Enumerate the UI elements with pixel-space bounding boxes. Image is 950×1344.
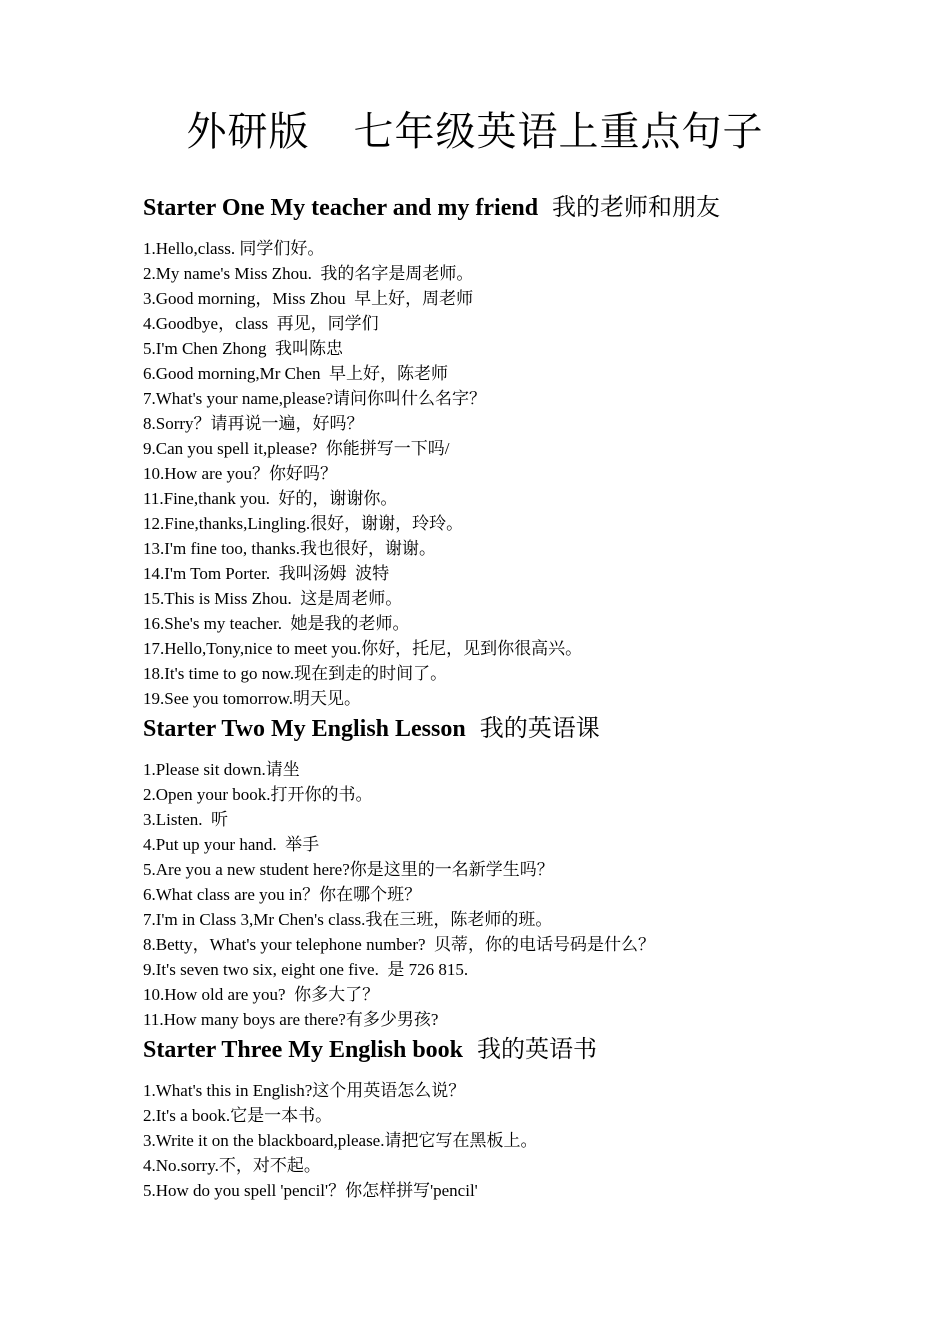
sentence-list bbox=[143, 1078, 923, 1203]
sentence-item: 7.I'm in Class 3,Mr Chen's class.我在三班，陈老师的班。 bbox=[143, 910, 553, 929]
sentence-item: 9.Can you spell it,please? 你能拼写一下吗/ bbox=[143, 439, 450, 458]
section-starter-three bbox=[143, 1032, 923, 1203]
sentence-item: 12.Fine,thanks,Lingling.很好，谢谢，玲玲。 bbox=[143, 514, 464, 533]
section-heading-english: Starter One My teacher and my friend bbox=[143, 195, 539, 221]
sentence-item: 14.I'm Tom Porter. 我叫汤姆 波特 bbox=[143, 564, 390, 583]
sentence-item: 1.Hello,class. 同学们好。 bbox=[143, 239, 325, 258]
sentence-item: 13.I'm fine too, thanks.我也很好，谢谢。 bbox=[143, 539, 436, 558]
section-heading-chinese: 我的英语课 bbox=[479, 716, 600, 742]
sentence-item: 4.No.sorry.不，对不起。 bbox=[143, 1156, 321, 1175]
sentence-item: 4.Put up your hand. 举手 bbox=[143, 835, 320, 854]
sentence-item: 4.Goodbye，class 再见，同学们 bbox=[143, 314, 379, 333]
sentence-item: 7.What's your name,please?请问你叫什么名字？ bbox=[143, 389, 486, 408]
sentence-item: 10.How are you？你好吗？ bbox=[143, 464, 338, 483]
sentence-item: 6.Good morning,Mr Chen 早上好，陈老师 bbox=[143, 364, 449, 383]
sentence-item: 17.Hello,Tony,nice to meet you.你好，托尼，见到你很高兴。 bbox=[143, 639, 583, 658]
document-body bbox=[143, 190, 923, 1203]
sentence-item: 10.How old are you? 你多大了？ bbox=[143, 985, 380, 1004]
sentence-item: 2.My name's Miss Zhou. 我的名字是周老师。 bbox=[143, 264, 474, 283]
section-starter-two bbox=[143, 711, 923, 1032]
section-heading-english: Starter Three My English book bbox=[143, 1037, 464, 1063]
sentence-item: 1.Please sit down.请坐 bbox=[143, 760, 300, 779]
section-heading-english: Starter Two My English Lesson bbox=[143, 716, 466, 742]
sentence-item: 8.Sorry？请再说一遍，好吗？ bbox=[143, 414, 364, 433]
section-heading-chinese: 我的英语书 bbox=[477, 1037, 598, 1063]
sentence-item: 1.What's this in English?这个用英语怎么说？ bbox=[143, 1081, 466, 1100]
sentence-item: 3.Listen. 听 bbox=[143, 810, 228, 829]
sentence-item: 15.This is Miss Zhou. 这是周老师。 bbox=[143, 589, 403, 608]
sentence-item: 5.How do you spell 'pencil'？你怎样拼写'pencil' bbox=[143, 1181, 478, 1200]
section-heading bbox=[143, 190, 923, 226]
section-starter-one bbox=[143, 190, 923, 711]
document-title: 外研版 七年级英语上重点句子 bbox=[186, 109, 764, 154]
sentence-item: 2.It's a book.它是一本书。 bbox=[143, 1106, 333, 1125]
section-heading bbox=[143, 1032, 923, 1068]
sentence-item: 5.I'm Chen Zhong 我叫陈忠 bbox=[143, 339, 343, 358]
sentence-item: 5.Are you a new student here?你是这里的一名新学生吗？ bbox=[143, 860, 554, 879]
sentence-item: 18.It's time to go now.现在到走的时间了。 bbox=[143, 664, 448, 683]
sentence-item: 6.What class are you in？你在哪个班？ bbox=[143, 885, 422, 904]
section-heading bbox=[143, 711, 923, 747]
section-heading-chinese: 我的老师和朋友 bbox=[552, 195, 721, 221]
sentence-item: 11.Fine,thank you. 好的，谢谢你。 bbox=[143, 489, 398, 508]
sentence-item: 8.Betty，What's your telephone number? 贝蒂，你的电话号码是什么？ bbox=[143, 935, 656, 954]
sentence-item: 11.How many boys are there?有多少男孩? bbox=[143, 1010, 439, 1029]
sentence-list bbox=[143, 757, 923, 1032]
sentence-item: 3.Good morning，Miss Zhou 早上好，周老师 bbox=[143, 289, 474, 308]
sentence-item: 2.Open your book.打开你的书。 bbox=[143, 785, 373, 804]
sentence-item: 3.Write it on the blackboard,please.请把它写在黑板上。 bbox=[143, 1131, 538, 1150]
sentence-item: 19.See you tomorrow.明天见。 bbox=[143, 689, 361, 708]
sentence-list bbox=[143, 236, 923, 711]
sentence-item: 9.It's seven two six, eight one five. 是 726 815. bbox=[143, 960, 469, 979]
sentence-item: 16.She's my teacher. 她是我的老师。 bbox=[143, 614, 410, 633]
